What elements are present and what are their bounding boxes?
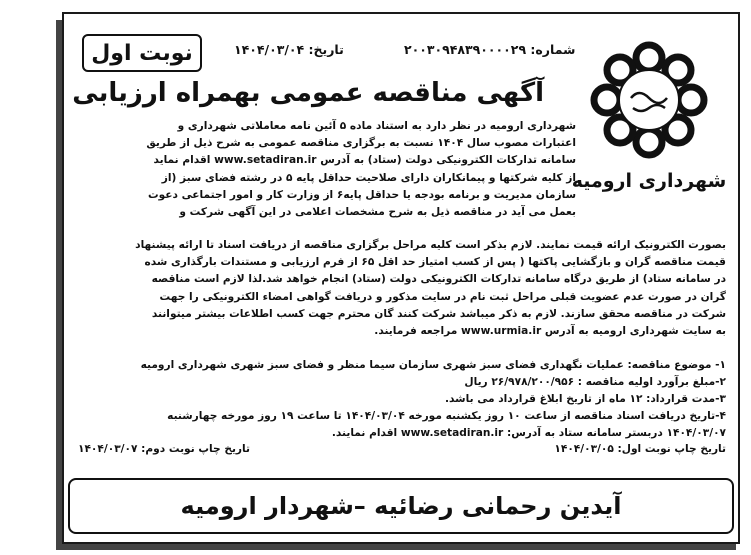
emblem-icon (589, 40, 709, 160)
intro-line: از کلیه شرکتها و پیمانکاران دارای صلاحیت حداقل پایه ۵ در رشته فضای سبز (از (161, 171, 576, 184)
ad-frame (62, 12, 740, 544)
intro-line: سازمان مدیریت و برنامه بودجه یا حداقل پایه۶ از وزارت کار و امور اجتماعی دعوت (147, 188, 576, 201)
first-print-date: تاریخ چاپ نوبت اول: ۱۴۰۴/۰۳/۰۵ (554, 443, 726, 455)
ad-title: آگهی مناقصه عمومی بهمراه ارزیابی (72, 78, 544, 108)
date-label: تاریخ: ۱۴۰۴/۰۳/۰۴ (234, 42, 344, 57)
body-line: در سامانه ستاد) از طریق درگاه سامانه تدارکات الکترونیکی دولت (ستاد) انجام خواهد شد.لذا لازم است مناقصه (151, 273, 726, 286)
body-line: قیمت مناقصه گران و بازگشایی پاکتها ( پس از کسب امتیاز حد اقل ۶۵ از فرم ارزیابی و مستندات بارگذاری شده (144, 256, 726, 269)
list-item: ۲-مبلغ برآورد اولیه مناقصه : ۲۶/۹۷۸/۲۰۰/۹۵۶ ریال (464, 376, 726, 388)
body-line: شرکت در مناقصه محقق سازند. لازم به ذکر میباشد شرکت کنند گان محترم جهت کسب اطلاعات بیشتر میتوانند (151, 307, 726, 320)
intro-line: سامانه تدارکات الکترونیکی دولت (ستاد) به آدرس www.setadiran.ir اقدام نماید (153, 154, 576, 167)
list-item: ۳-مدت قرارداد: ۱۲ ماه از تاریخ ابلاغ قرارداد می باشد. (445, 393, 726, 405)
intro-line: اعتبارات مصوب سال ۱۴۰۴ نسبت به برگزاری مناقصه عمومی به شرح ذیل از طریق (146, 137, 576, 150)
city-name: شهرداری ارومیه (571, 170, 727, 192)
body-line: بصورت الکترونیک ارائه قیمت نمایند. لازم بذکر است کلیه مراحل برگزاری مناقصه از دریافت اسناد تا ارائه پیشنهاد (135, 239, 726, 251)
intro-line: شهرداری ارومیه در نظر دارد به استناد ماده ۵ آئین نامه معاملاتی شهرداری و (177, 120, 576, 132)
signature-footer: آیدین رحمانی رضائیه –شهردار ارومیه (68, 478, 734, 534)
list-item: ۱۴۰۴/۰۳/۰۷ دربستر سامانه ستاد به آدرس: www.setadiran.ir اقدام نمایند. (331, 427, 726, 439)
list-item: ۱- موضوع مناقصه: عملیات نگهداری فضای سبز شهری سازمان سیما منظر و فضای سبز شهری شهرداری ارومیه (140, 359, 726, 371)
body-paragraph (78, 237, 726, 340)
turn-badge: نوبت اول (82, 34, 202, 72)
municipality-logo (571, 40, 727, 220)
print-dates (78, 443, 726, 455)
body-line: گران در صورت عدم عضویت قبلی مراحل ثبت نام در سایت مذکور و دریافت گواهی امضاء الکترونیکی را جهت (159, 290, 726, 303)
intro-line: بعمل می آید در مناقصه ذیل به شرح مشخصات اعلامی در این آگهی شرکت و (179, 206, 576, 219)
intro-paragraph (78, 118, 576, 221)
tender-items (78, 357, 726, 442)
second-print-date: تاریخ چاپ نوبت دوم: ۱۴۰۴/۰۳/۰۷ (78, 443, 250, 455)
number-label: شماره: ۲۰۰۳۰۹۴۸۳۹۰۰۰۰۲۹ (404, 42, 576, 57)
body-line: به سایت شهرداری ارومیه به آدرس www.urmia.ir مراجعه فرمایند. (374, 325, 726, 338)
list-item: ۴-تاریخ دریافت اسناد مناقصه از ساعت ۱۰ روز یکشنبه مورخه ۱۴۰۴/۰۳/۰۴ تا ساعت ۱۹ روز مورخه چهارشنبه (167, 410, 726, 422)
